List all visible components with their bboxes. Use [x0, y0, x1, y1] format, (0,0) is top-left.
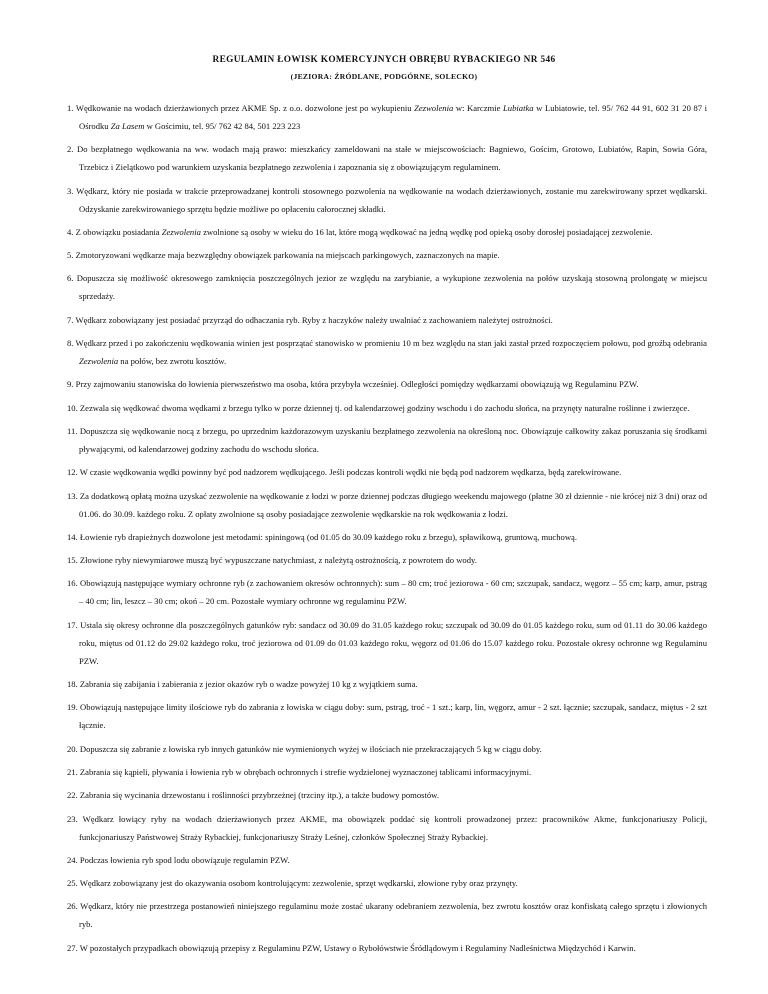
rule-text: Dopuszcza się wędkowanie nocą z brzegu, po uprzednim każdorazowym uzyskaniu bezpłatnego zezwolenia na określoną noc. Obowiązuje całkowity zakaz poruszania się środkami pływającymi, od kalendarzowej godziny zachodu do wschodu słońca. — [77, 425, 707, 454]
rule-item — [67, 246, 707, 264]
rule-item — [67, 897, 707, 933]
rule-text: Podczas łowienia ryb spod lodu obowiązuje regulamin PZW. — [77, 854, 290, 865]
rule-number: 17. — [67, 619, 78, 630]
rule-number: 15. — [67, 555, 78, 566]
rule-text: w: Karczmie — [453, 103, 504, 113]
rule-item — [67, 939, 707, 957]
rule-item — [67, 528, 707, 546]
rule-text: Przy zajmowaniu stanowiska do łowienia pierwszeństwo ma osoba, która przybyła wcześniej. Odległości pomiędzy wędkarzami obowiązują wg Regulaminu PZW. — [73, 379, 639, 390]
rule-item — [67, 269, 707, 305]
rule-number: 1. — [67, 103, 74, 113]
rule-emphasis: Zezwolenia — [414, 103, 454, 113]
rule-number: 19. — [67, 702, 78, 713]
rule-number: 2. — [67, 144, 74, 155]
rule-text: Zabrania się wycinania drzewostanu i roślinności przybrzeżnej (trzciny itp.), a także budowy pomostów. — [77, 790, 439, 801]
rule-text: Wędkarz zobowiązany jest do okazywania osobom kontrolującym: zezwolenie, sprzęt wędkarski, złowione ryby oraz przynęty. — [77, 878, 518, 889]
rule-item — [67, 851, 707, 869]
rule-item — [67, 399, 707, 417]
rule-text: Z obowiązku posiadania — [73, 226, 162, 237]
rule-number: 12. — [67, 467, 78, 478]
rule-number: 8. — [67, 338, 74, 349]
rule-text: w Lubiatowie, tel. 95/ 762 44 91, 602 31 20 87 i Ośrodku — [79, 103, 708, 131]
rule-item — [67, 675, 707, 693]
rule-text: Dopuszcza się możliwość okresowego zamknięcia poszczególnych jezior ze względu na zarybianie, a wykupione zezwolenia na połów uzyskają stosowną prolongatę w miejscu sprzedaży. — [73, 273, 707, 302]
rule-number: 21. — [67, 766, 78, 777]
document-subtitle: (JEZIORA: ŹRÓDLANE, PODGÓRNE, SOLECKO) — [290, 72, 478, 81]
rule-text: w Gościmiu, tel. 95/ 762 42 84, 501 223 223 — [144, 121, 301, 131]
rule-number: 11. — [67, 425, 78, 436]
rule-text: Wędkarz, który nie posiada w trakcie przeprowadzanej kontroli stosownego pozwolenia na wędkowanie na wodach dzierżawionych, zostanie mu zarekwirowany sprzet wędkarski. Odzyskanie zarekwirowaniego sprzętu będzie możliwe po opłaceniu całorocznej składki. — [73, 185, 707, 214]
rule-number: 16. — [67, 578, 78, 589]
rule-number: 7. — [67, 314, 74, 325]
rule-item — [67, 616, 707, 670]
rule-number: 5. — [67, 250, 74, 261]
rule-item — [67, 551, 707, 569]
rule-text: Zabrania się kąpieli, pływania i łowienia ryb w obrębach ochronnych i strefie wydzielonej wyznaczonej tablicami informacyjnymi. — [77, 766, 532, 777]
rule-item — [67, 810, 707, 846]
rule-number: 10. — [67, 402, 78, 413]
rule-text: Zabrania się zabijania i zabierania z jezior okazów ryb o wadze powyżej 10 kg z wyjątkiem suma. — [77, 679, 418, 690]
rule-item — [67, 574, 707, 610]
rule-emphasis: Zezwolenia — [161, 226, 201, 237]
rule-emphasis: Za Lasem — [110, 121, 145, 131]
rule-text: W pozostałych przypadkach obowiązują przepisy z Regulaminu PZW, Ustawy o Rybołówstwie Śródlądowym i Regulaminy Nadleśnictwa Międzychód i Karwin. — [77, 942, 636, 953]
rule-item — [67, 422, 707, 458]
rule-item — [67, 487, 707, 523]
rule-item — [67, 140, 707, 176]
rule-item — [67, 698, 707, 734]
rule-number: 23. — [67, 813, 78, 824]
rule-text: zwolnione są osoby w wieku do 16 lat, które mogą wędkować na jedną wędkę pod opieką osoby dorosłej posiadającej zezwolenie. — [200, 226, 653, 237]
rule-text: Wędkarz, który nie przestrzega postanowień niniejszego regulaminu może zostać ukarany odebraniem zezwolenia, bez zwrotu kosztów oraz konfiskatą całego sprzętu i złowionych ryb. — [77, 901, 707, 930]
rule-text: Wędkarz łowiący ryby na wodach dzierżawionych przez AKME, ma obowiązek poddać się kontroli prowadzonej przez: pracowników Akme, funkcjonariuszy Policji, funkcjonariuszy Państwowej Straży Rybackiej, funkcjonariuszy Straży Leśnej, członków Społecznej Straży Rybackiej. — [77, 813, 707, 842]
rule-number: 13. — [67, 490, 78, 501]
document-title: REGULAMIN ŁOWISK KOMERCYJNYCH OBRĘBU RYBACKIEGO NR 546 — [212, 55, 556, 65]
rule-item — [67, 874, 707, 892]
rule-text: Za dodatkową opłatą można uzyskać zezwolenie na wędkowanie z łodzi w porze dziennej podczas długiego weekendu majowego (płatne 30 zł dziennie - nie krócej niż 3 dni) oraz od 01.06. do 30.09. każdego roku. Z opłaty zwolnione są osoby posiadające zezwolenie wędkarskie na rok wędkowania z łodzi. — [77, 490, 707, 519]
rule-item — [67, 740, 707, 758]
rule-text: Wędkarz zobowiązany jest posiadać przyrząd do odhaczania ryb. Ryby z haczyków należy uwalniać z zachowaniem należytej ostrożności. — [73, 314, 553, 325]
rule-number: 4. — [67, 226, 74, 237]
rule-number: 26. — [67, 901, 78, 912]
rule-text: na połów, bez zwrotu kosztów. — [118, 356, 227, 367]
rule-text: Ustala się okresy ochronne dla poszczególnych gatunków ryb: sandacz od 30.09 do 31.05 każdego roku; szczupak od 30.09 do 01.05 każdego roku, sum od 01.11 do 30.06 każdego roku, miętus od 01.12 do 29.02 każdego roku, troć jeziorowa od 01.09 do 01.03 każdego roku, węgorz od 01.06 do 15.07 każdego roku. Pozostałe okresy ochronne wg Regulaminu PZW. — [77, 619, 707, 666]
rule-text: Do bezpłatnego wędkowania na ww. wodach mają prawo: mieszkańcy zameldowani na stałe w miejscowościach: Bagniewo, Gościm, Grotowo, Lubiatów, Rapin, Sowia Góra, Trzebicz i Zielątkowo pod warunkiem uzyskania bezpłatnego zezwolenia i zapoznania się z obowiązującym regulaminem. — [73, 144, 707, 173]
rule-item — [67, 182, 707, 218]
rule-item — [67, 463, 707, 481]
rule-number: 20. — [67, 743, 78, 754]
rule-item — [67, 763, 707, 781]
rule-text: Łowienie ryb drapieżnych dozwolone jest metodami: spiningową (od 01.05 do 30.09 każdego roku z brzegu), spławikową, gruntową, muchową. — [77, 531, 578, 542]
rule-emphasis: Lubiatka — [503, 103, 534, 113]
rule-number: 27. — [67, 942, 78, 953]
rule-text: Dopuszcza się zabranie z łowiska ryb innych gatunków nie wymienionych wyżej w ilościach nie przekraczających 5 kg w ciągu doby. — [77, 743, 542, 754]
rule-item — [67, 223, 707, 241]
rule-item — [67, 99, 707, 135]
rule-number: 3. — [67, 185, 74, 196]
rule-number: 18. — [67, 679, 78, 690]
rule-number: 24. — [67, 854, 78, 865]
rule-item — [67, 311, 707, 329]
rule-number: 14. — [67, 531, 78, 542]
rule-number: 9. — [67, 379, 74, 390]
rule-text: Złowione ryby niewymiarowe muszą być wypuszczane natychmiast, z należytą ostrożnością, z powrotem do wody. — [77, 555, 477, 566]
rule-number: 6. — [67, 273, 74, 284]
rule-text: Zmotoryzowani wędkarze maja bezwzględny obowiązek parkowania na miejscach parkingowych, zaznaczonych na mapie. — [73, 250, 500, 261]
rules-list — [67, 99, 707, 962]
rule-number: 25. — [67, 878, 78, 889]
rule-item — [67, 334, 707, 370]
rule-text: Obowiązują następujące wymiary ochronne ryb (z zachowaniem okresów ochronnych): sum – 80 cm; troć jeziorowa - 60 cm; szczupak, sandacz, węgorz – 55 cm; karp, amur, pstrąg – 40 cm; lin, leszcz – 30 cm; okoń – 20 cm. Pozostałe wymiary ochronne wg regulaminu PZW. — [77, 578, 707, 607]
rule-item — [67, 786, 707, 804]
rule-text: Wędkowanie na wodach dzierżawionych przez AKME Sp. z o.o. dozwolone jest po wykupieniu — [73, 103, 415, 113]
rule-text: Wędkarz przed i po zakończeniu wędkowania winien jest posprzątać stanowisko w promieniu 10 m bez względu na stan jaki zastał przed rozpoczęciem połowu, pod groźbą odebrania — [73, 338, 707, 349]
rule-text: Obowiązują następujące limity ilościowe ryb do zabrania z łowiska w ciągu doby: sum, pstrąg, troć - 1 szt.; karp, lin, węgorz, amur - 2 szt. łącznie; szczupak, sandacz, miętus - 2 szt łącznie. — [77, 702, 707, 731]
rule-text: W czasie wędkowania wędki powinny być pod nadzorem wędkującego. Jeśli podczas kontroli wędki nie będą pod nadzorem wędkarza, będą zarekwirowane. — [77, 467, 622, 478]
rule-number: 22. — [67, 790, 78, 801]
rule-item — [67, 375, 707, 393]
rule-emphasis: Zezwolenia — [79, 356, 119, 367]
rule-text: Zezwala się wędkować dwoma wędkami z brzegu tylko w porze dziennej tj. od kalendarzowej godziny wschodu i do zachodu słońca, na przynęty naturalne roślinne i zwierzęce. — [77, 402, 690, 413]
